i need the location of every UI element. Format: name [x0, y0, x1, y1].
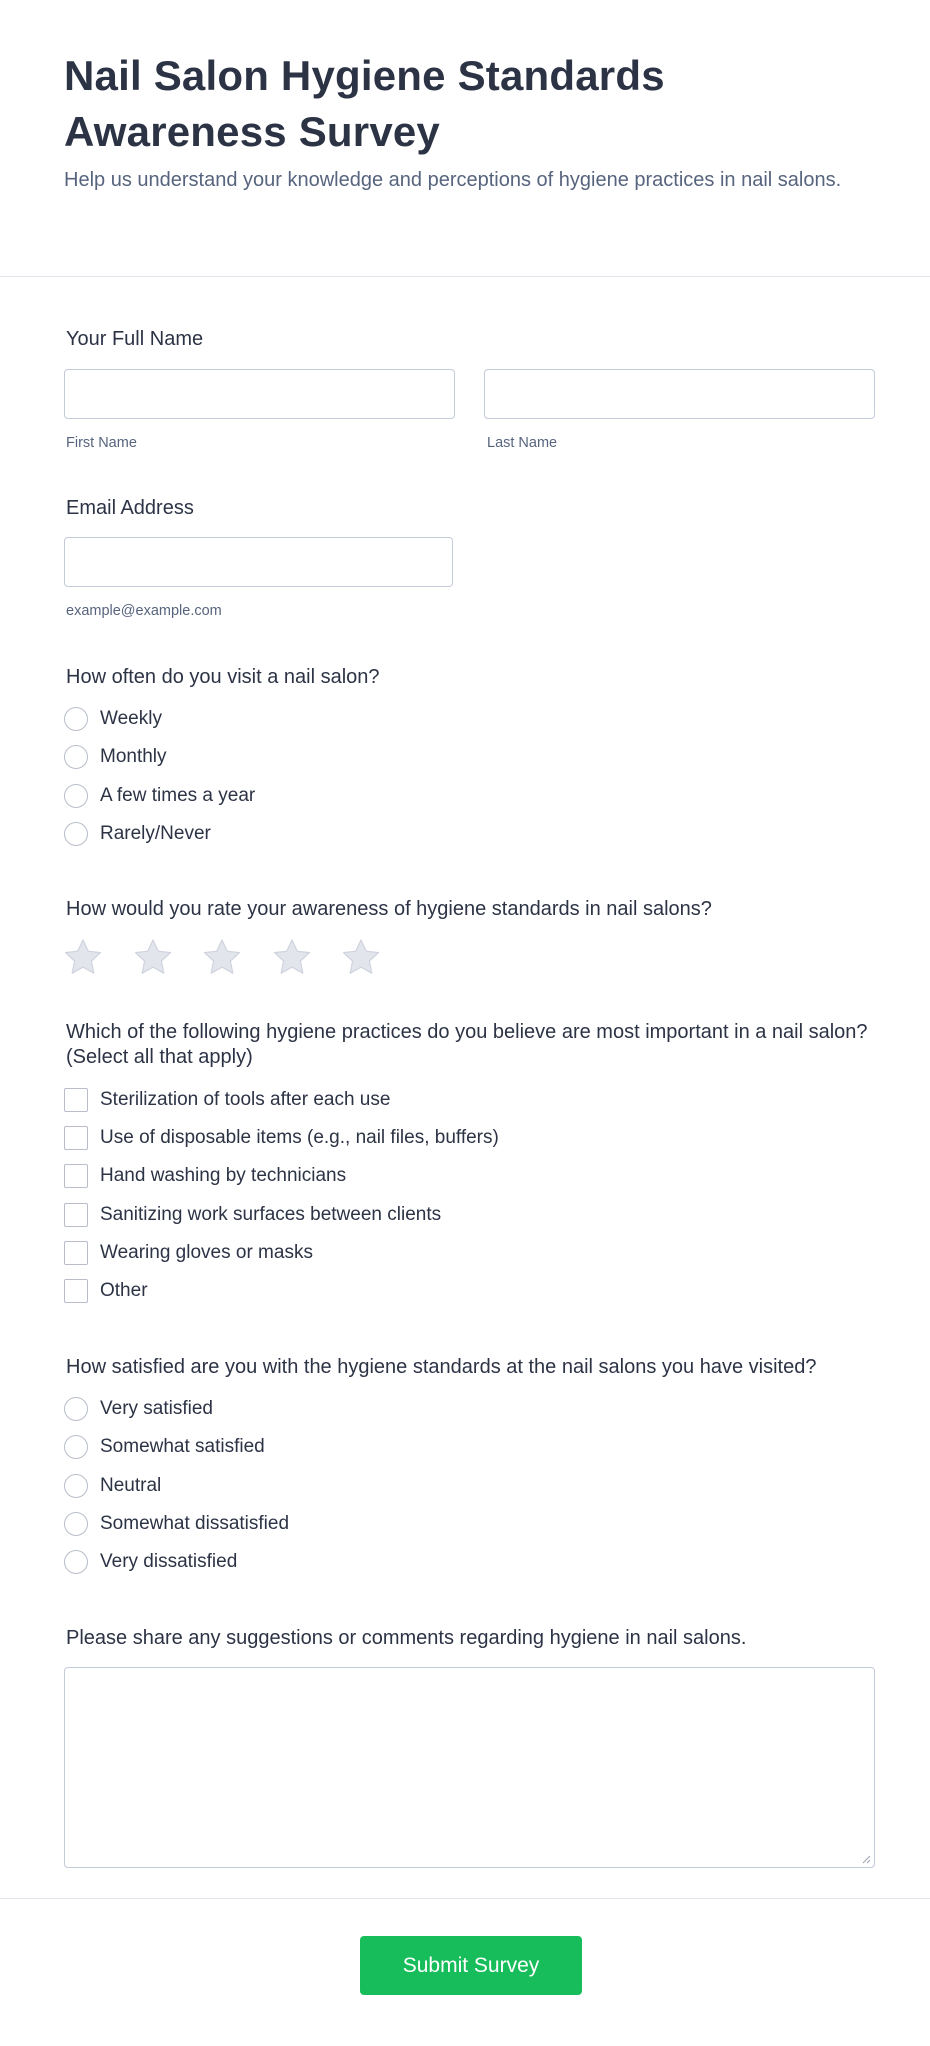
email-sublabel: example@example.com — [66, 603, 222, 619]
radio-button[interactable] — [64, 1435, 88, 1459]
comments-textarea[interactable] — [64, 1667, 875, 1868]
option-label: Hand washing by technicians — [100, 1165, 347, 1186]
checkbox[interactable] — [64, 1164, 88, 1188]
email-input[interactable] — [64, 537, 453, 587]
resize-handle-icon[interactable] — [861, 1854, 871, 1864]
checkbox[interactable] — [64, 1241, 88, 1265]
option-label: Other — [100, 1280, 148, 1301]
practice-option-gloves-masks[interactable] — [64, 1239, 313, 1267]
option-label: Somewhat satisfied — [100, 1436, 265, 1457]
comments-question: Please share any suggestions or comments regarding hygiene in nail salons. — [66, 1627, 747, 1649]
option-label: Weekly — [100, 708, 162, 729]
form-header — [0, 0, 930, 277]
radio-button[interactable] — [64, 707, 88, 731]
option-label: Sterilization of tools after each use — [100, 1089, 391, 1110]
practices-question: Which of the following hygiene practices do you believe are most important in a nail salon? (Select all that apply) — [66, 1021, 868, 1068]
awareness-rating-question: How would you rate your awareness of hygiene standards in nail salons? — [66, 898, 712, 920]
last-name-sublabel: Last Name — [487, 435, 558, 451]
checkbox[interactable] — [64, 1088, 88, 1112]
option-label: Neutral — [100, 1475, 162, 1496]
satisfaction-option-somewhat-dissatisfied[interactable] — [64, 1510, 289, 1538]
star-2-icon[interactable] — [133, 938, 173, 976]
first-name-sublabel: First Name — [66, 435, 137, 451]
submit-button[interactable]: Submit Survey — [360, 1936, 582, 1995]
star-5-icon[interactable] — [341, 938, 381, 976]
practice-option-other[interactable] — [64, 1277, 148, 1305]
option-label: Very dissatisfied — [100, 1551, 238, 1572]
radio-button[interactable] — [64, 784, 88, 808]
satisfaction-option-somewhat-satisfied[interactable] — [64, 1433, 265, 1461]
radio-button[interactable] — [64, 1474, 88, 1498]
star-3-icon[interactable] — [202, 938, 242, 976]
radio-button[interactable] — [64, 1397, 88, 1421]
checkbox[interactable] — [64, 1279, 88, 1303]
visit-frequency-question: How often do you visit a nail salon? — [66, 666, 380, 688]
star-4-icon[interactable] — [272, 938, 312, 976]
satisfaction-question: How satisfied are you with the hygiene standards at the nail salons you have visited? — [66, 1356, 817, 1378]
form-footer — [0, 1898, 930, 2046]
page-subtitle: Help us understand your knowledge and perceptions of hygiene practices in nail salons. — [64, 169, 842, 191]
option-label: Use of disposable items (e.g., nail files, buffers) — [100, 1127, 499, 1148]
option-label: Sanitizing work surfaces between clients — [100, 1204, 442, 1225]
checkbox[interactable] — [64, 1203, 88, 1227]
practice-option-sterilization[interactable] — [64, 1086, 390, 1114]
radio-button[interactable] — [64, 822, 88, 846]
option-label: Monthly — [100, 746, 167, 767]
checkbox[interactable] — [64, 1126, 88, 1150]
radio-button[interactable] — [64, 1550, 88, 1574]
satisfaction-option-very-dissatisfied[interactable] — [64, 1548, 237, 1576]
practice-option-hand-washing[interactable] — [64, 1162, 346, 1190]
practice-option-disposable-items[interactable] — [64, 1124, 499, 1152]
star-1-icon[interactable] — [63, 938, 103, 976]
option-label: Somewhat dissatisfied — [100, 1513, 290, 1534]
satisfaction-option-neutral[interactable] — [64, 1472, 161, 1500]
radio-button[interactable] — [64, 1512, 88, 1536]
visit-option-few-times-year[interactable] — [64, 782, 255, 810]
option-label: Very satisfied — [100, 1398, 213, 1419]
visit-option-rarely-never[interactable] — [64, 820, 211, 848]
option-label: A few times a year — [100, 785, 256, 806]
page-title: Nail Salon Hygiene Standards Awareness Survey — [64, 52, 665, 155]
satisfaction-option-very-satisfied[interactable] — [64, 1395, 213, 1423]
option-label: Wearing gloves or masks — [100, 1242, 313, 1263]
visit-option-monthly[interactable] — [64, 743, 167, 771]
radio-button[interactable] — [64, 745, 88, 769]
practice-option-sanitizing-surfaces[interactable] — [64, 1201, 441, 1229]
first-name-input[interactable] — [64, 369, 455, 419]
option-label: Rarely/Never — [100, 823, 211, 844]
full-name-label: Your Full Name — [66, 328, 204, 350]
last-name-input[interactable] — [484, 369, 875, 419]
visit-option-weekly[interactable] — [64, 705, 162, 733]
email-label: Email Address — [66, 497, 194, 519]
